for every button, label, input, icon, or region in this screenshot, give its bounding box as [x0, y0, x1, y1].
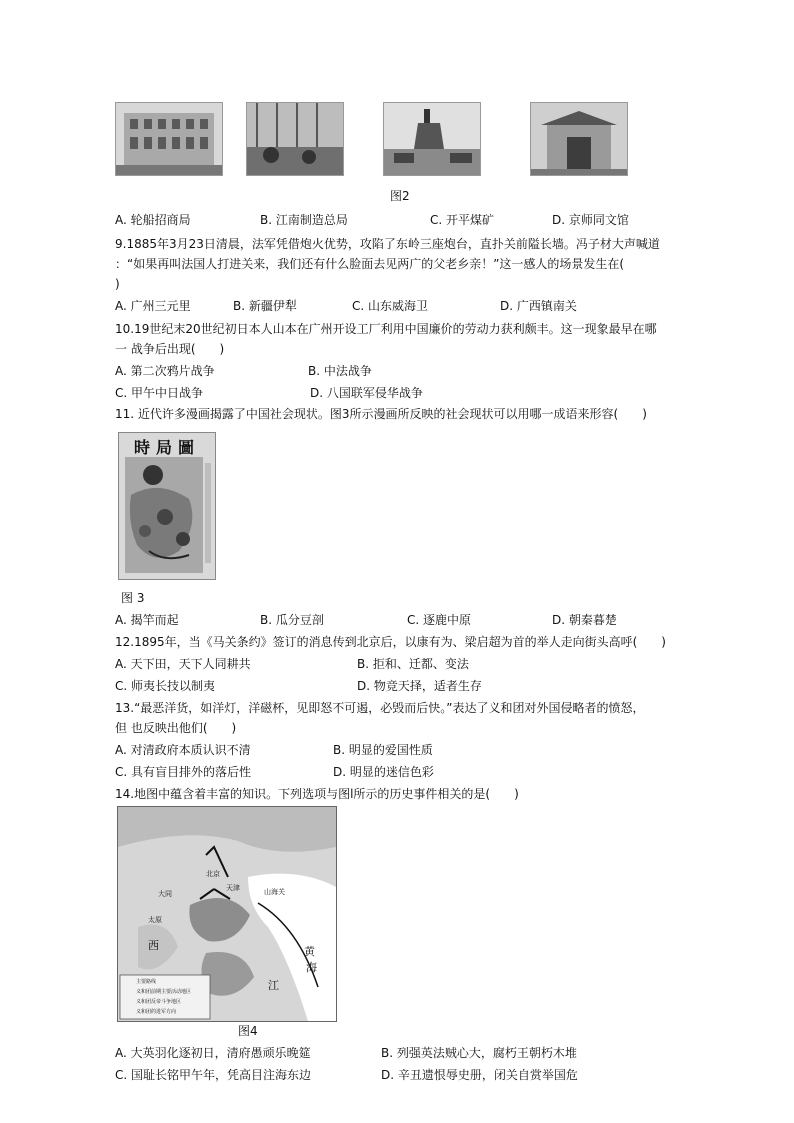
- photo-kaiping-mine: [383, 102, 481, 176]
- map-label-huang: 黄: [304, 945, 315, 958]
- cartoon-title: 時局圖: [133, 438, 200, 457]
- q11-option-c: C. 逐鹿中原: [407, 613, 472, 627]
- map-label-jiang: 江: [268, 979, 279, 992]
- q11-text-line1: 11. 近代许多漫画揭露了中国社会现状。图3所示漫画所反映的社会现状可以用哪一成语来形容( ): [115, 407, 647, 421]
- q11-option-b: B. 瓜分豆剖: [260, 613, 324, 627]
- map-label-xi: 西: [148, 939, 159, 952]
- photo-china-merchants-steam: [115, 102, 223, 176]
- map-label-datong: 大同: [158, 890, 172, 898]
- map-label-beijing: 北京: [206, 870, 220, 878]
- q11-option-a: A. 揭竿而起: [115, 613, 179, 627]
- q10-option-c: C. 甲午中日战争: [115, 386, 204, 400]
- q12-option-b: B. 拒和、迁都、变法: [357, 657, 469, 671]
- q8-option-c: C. 开平煤矿: [430, 213, 495, 227]
- q9-text-line3: ): [115, 277, 120, 291]
- q8-option-d: D. 京师同文馆: [552, 213, 629, 227]
- map-label-taiyuan: 太原: [148, 916, 162, 924]
- q10-option-b: B. 中法战争: [308, 364, 372, 378]
- q14-option-b: B. 列强英法贼心大，腐朽王朝朽木堆: [381, 1046, 577, 1060]
- q14-option-a: A. 大英羽化逐初日，清府愚顽乐晚筵: [115, 1046, 311, 1060]
- q13-option-b: B. 明显的爱国性质: [333, 743, 433, 757]
- q9-option-c: C. 山东威海卫: [352, 299, 429, 313]
- cartoon-figure3: [118, 432, 216, 580]
- map-legend: [122, 977, 210, 1017]
- q13-option-c: C. 具有盲目排外的落后性: [115, 765, 252, 779]
- q11-option-d: D. 朝秦暮楚: [552, 613, 617, 627]
- q10-text-line1: 10.19世纪末20世纪初日本人山本在广州开设工厂利用中国廉价的劳动力获利颇丰。这一现象最早在哪: [115, 322, 657, 336]
- cartoon-artwork: [119, 455, 215, 577]
- photo-jiangnan-arsenal: [246, 102, 344, 176]
- q12-option-d: D. 物竞天择，适者生存: [357, 679, 482, 693]
- q9-text-line1: 9.1885年3月23日清晨，法军凭借炮火优势，攻陷了东岭三座炮台，直扑关前隘长墙。冯子材大声喊道: [115, 237, 660, 251]
- photo-tongwen-guan: [530, 102, 628, 176]
- q14-text-line1: 14.地图中蕴含着丰富的知识。下列选项与图l所示的历史事件相关的是( ): [115, 787, 519, 801]
- q8-option-b: B. 江南制造总局: [260, 213, 348, 227]
- map-label-tianjin: 天津: [226, 884, 240, 892]
- q9-option-d: D. 广西镇南关: [500, 299, 577, 313]
- figure4-caption: 图4: [238, 1024, 258, 1038]
- figure3-caption: 图 3: [121, 591, 145, 605]
- q13-option-a: A. 对清政府本质认识不清: [115, 743, 251, 757]
- map-label-hai: 海: [306, 961, 317, 974]
- q13-text-line2: 但 也反映出他们( ): [115, 721, 237, 735]
- legend-item-struggle-area: 义和团反帝斗争地区: [136, 999, 182, 1005]
- q10-text-line2: 一 战争后出现( ): [115, 342, 225, 356]
- q14-option-c: C. 国耻长铭甲午年，凭高目注海东边: [115, 1068, 312, 1082]
- map-label-shanhaiguan: 山海关: [264, 888, 285, 896]
- map-figure4: [117, 806, 337, 1022]
- q12-text-line1: 12.1895年，当《马关条约》签订的消息传到北京后，以康有为、梁启超为首的举人走向街头高呼( ): [115, 635, 666, 649]
- q10-option-a: A. 第二次鸦片战争: [115, 364, 215, 378]
- q10-option-d: D. 八国联军侵华战争: [310, 386, 423, 400]
- q8-option-a: A. 轮船招商局: [115, 213, 191, 227]
- legend-item-march-direction: 义和团的进军方向: [136, 1009, 177, 1015]
- q9-text-line2: ：“如果再叫法国人打进关来，我们还有什么脸面去见两广的父老乡亲！”这一感人的场景发生在(: [115, 257, 625, 271]
- legend-item-early-activity: 义和团前期主要活动地区: [136, 989, 192, 995]
- legend-item-routes: 主要路线: [136, 979, 157, 985]
- figure2-caption: 图2: [390, 189, 410, 203]
- q14-option-d: D. 辛丑遗恨辱史册，闭关自赏举国危: [381, 1068, 578, 1082]
- q12-option-c: C. 师夷长技以制夷: [115, 679, 216, 693]
- q9-option-b: B. 新疆伊犁: [233, 299, 297, 313]
- q13-text-line1: 13.“最恶洋货，如洋灯，洋磁杯，见即怒不可遏，必毁而后快。”表达了义和团对外国侵略者的愤怒，: [115, 701, 645, 715]
- q12-option-a: A. 天下田，天下人同耕共: [115, 657, 251, 671]
- q9-option-a: A. 广州三元里: [115, 299, 191, 313]
- q13-option-d: D. 明显的迷信色彩: [333, 765, 434, 779]
